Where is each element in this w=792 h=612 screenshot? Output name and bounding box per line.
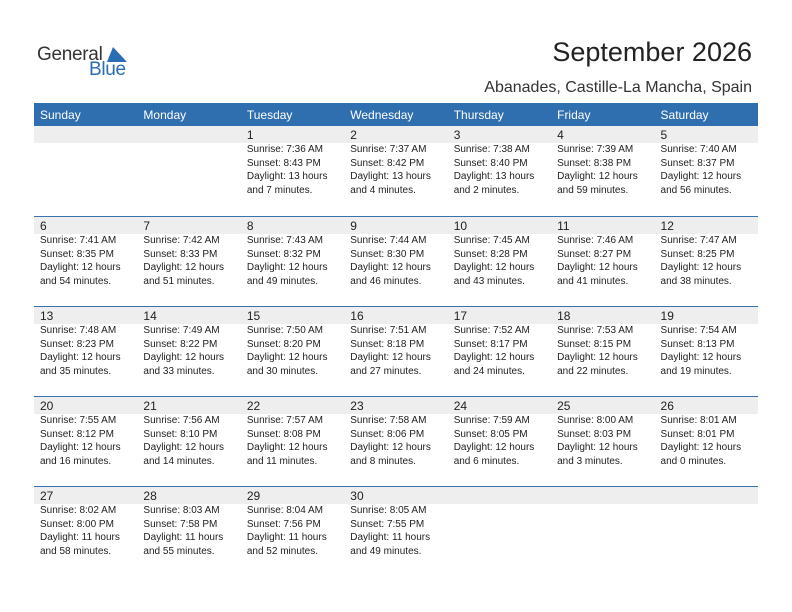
day-number: 24 bbox=[453, 399, 468, 413]
sunset-text: Sunset: 7:56 PM bbox=[246, 518, 321, 530]
day-number: 15 bbox=[246, 309, 261, 323]
calendar-day-cell bbox=[137, 397, 240, 486]
calendar-day-cell bbox=[241, 307, 344, 396]
sunrise-text: Sunrise: 7:47 AM bbox=[660, 235, 737, 246]
calendar-day-cell bbox=[344, 307, 447, 396]
daylight-text: and 51 minutes. bbox=[143, 275, 215, 287]
day-number: 16 bbox=[350, 309, 364, 323]
daylight-text: Daylight: 12 hours bbox=[660, 442, 742, 453]
calendar-empty-cell bbox=[34, 126, 137, 216]
sunrise-text: Sunrise: 7:53 AM bbox=[557, 325, 634, 336]
location-subtitle: Abanades, Castille-La Mancha, Spain bbox=[484, 79, 752, 96]
weekday-label: Saturday bbox=[660, 108, 709, 122]
calendar-day-cell bbox=[34, 487, 137, 576]
daylight-text: Daylight: 12 hours bbox=[40, 352, 121, 363]
daylight-text: Daylight: 12 hours bbox=[453, 262, 535, 273]
daylight-text: and 14 minutes. bbox=[143, 455, 215, 467]
sunrise-text: Sunrise: 7:55 AM bbox=[40, 415, 117, 426]
day-number: 3 bbox=[453, 128, 461, 142]
sunset-text: Sunset: 8:10 PM bbox=[143, 428, 218, 440]
daylight-text: Daylight: 12 hours bbox=[660, 352, 742, 363]
day-number: 25 bbox=[557, 399, 571, 413]
sunrise-text: Sunrise: 7:41 AM bbox=[40, 235, 117, 246]
logo bbox=[37, 44, 137, 80]
sunrise-text: Sunrise: 7:51 AM bbox=[350, 325, 427, 336]
day-number: 11 bbox=[557, 219, 570, 233]
sunset-text: Sunset: 8:27 PM bbox=[557, 248, 632, 260]
calendar-day-cell bbox=[34, 397, 137, 486]
day-number: 19 bbox=[660, 309, 674, 323]
daylight-text: and 58 minutes. bbox=[40, 545, 112, 557]
sunrise-text: Sunrise: 8:03 AM bbox=[143, 505, 220, 516]
daylight-text: and 43 minutes. bbox=[453, 275, 525, 287]
sunset-text: Sunset: 8:33 PM bbox=[143, 248, 218, 260]
day-number: 9 bbox=[350, 219, 357, 233]
weekday-label: Sunday bbox=[40, 108, 81, 122]
daylight-text: Daylight: 12 hours bbox=[350, 262, 431, 273]
daylight-text: Daylight: 12 hours bbox=[143, 442, 225, 453]
logo-text-blue: Blue bbox=[89, 59, 126, 80]
sunset-text: Sunset: 8:28 PM bbox=[453, 248, 528, 260]
sunrise-text: Sunrise: 7:42 AM bbox=[143, 235, 220, 246]
calendar-day-cell bbox=[344, 126, 447, 216]
daylight-text: Daylight: 12 hours bbox=[557, 171, 638, 182]
daylight-text: and 4 minutes. bbox=[350, 184, 416, 196]
sunrise-text: Sunrise: 8:01 AM bbox=[660, 415, 737, 426]
day-number: 10 bbox=[453, 219, 468, 233]
calendar-week-row bbox=[34, 216, 758, 306]
day-number: 22 bbox=[246, 399, 261, 413]
sunset-text: Sunset: 7:58 PM bbox=[143, 518, 218, 530]
daylight-text: and 35 minutes. bbox=[40, 365, 112, 377]
sunset-text: Sunset: 8:32 PM bbox=[246, 248, 321, 260]
page-title: September 2026 bbox=[552, 37, 752, 67]
calendar-day-cell bbox=[241, 397, 344, 486]
sunrise-text: Sunrise: 7:39 AM bbox=[557, 144, 634, 155]
day-number: 21 bbox=[143, 399, 157, 413]
sunset-text: Sunset: 8:40 PM bbox=[453, 157, 528, 169]
calendar-day-cell bbox=[241, 487, 344, 576]
daylight-text: and 49 minutes. bbox=[246, 275, 319, 287]
day-number: 14 bbox=[143, 309, 157, 323]
sunset-text: Sunset: 8:01 PM bbox=[660, 428, 735, 440]
calendar-day-cell bbox=[34, 217, 137, 306]
sunrise-text: Sunrise: 7:48 AM bbox=[40, 325, 117, 336]
calendar-empty-cell bbox=[551, 487, 654, 576]
weekday-label: Tuesday bbox=[246, 108, 293, 122]
weekday-label: Wednesday bbox=[350, 108, 414, 122]
sunset-text: Sunset: 8:37 PM bbox=[660, 157, 735, 169]
sunset-text: Sunset: 8:13 PM bbox=[660, 338, 735, 350]
calendar-day-cell bbox=[137, 487, 240, 576]
day-number: 7 bbox=[143, 219, 151, 233]
daylight-text: and 16 minutes. bbox=[40, 455, 112, 467]
sunrise-text: Sunrise: 7:56 AM bbox=[143, 415, 220, 426]
daylight-text: Daylight: 12 hours bbox=[350, 442, 431, 453]
sunrise-text: Sunrise: 7:59 AM bbox=[453, 415, 530, 426]
sunset-text: Sunset: 8:30 PM bbox=[350, 248, 425, 260]
day-number: 26 bbox=[660, 399, 674, 413]
calendar-day-cell bbox=[551, 397, 654, 486]
daylight-text: Daylight: 12 hours bbox=[246, 262, 328, 273]
sunrise-text: Sunrise: 7:40 AM bbox=[660, 144, 737, 155]
day-number: 23 bbox=[350, 399, 364, 413]
day-number: 4 bbox=[557, 128, 564, 142]
sunset-text: Sunset: 8:06 PM bbox=[350, 428, 425, 440]
daylight-text: and 30 minutes. bbox=[246, 365, 319, 377]
daylight-text: and 11 minutes. bbox=[246, 455, 318, 467]
day-number: 30 bbox=[350, 489, 364, 503]
sunset-text: Sunset: 8:43 PM bbox=[246, 157, 321, 169]
calendar-day-cell bbox=[344, 217, 447, 306]
daylight-text: Daylight: 12 hours bbox=[557, 352, 638, 363]
sunset-text: Sunset: 8:05 PM bbox=[453, 428, 528, 440]
daylight-text: Daylight: 11 hours bbox=[246, 532, 327, 543]
sunrise-text: Sunrise: 7:46 AM bbox=[557, 235, 634, 246]
daylight-text: and 3 minutes. bbox=[557, 455, 623, 467]
daylight-text: Daylight: 11 hours bbox=[40, 532, 120, 543]
daylight-text: Daylight: 12 hours bbox=[350, 352, 431, 363]
sunrise-text: Sunrise: 7:43 AM bbox=[246, 235, 323, 246]
daylight-text: and 24 minutes. bbox=[453, 365, 525, 377]
sunset-text: Sunset: 8:15 PM bbox=[557, 338, 632, 350]
calendar-grid bbox=[34, 126, 758, 576]
daylight-text: and 7 minutes. bbox=[246, 184, 313, 196]
logo-text-general: General bbox=[37, 44, 103, 65]
calendar-day-cell bbox=[241, 217, 344, 306]
day-number: 18 bbox=[557, 309, 571, 323]
day-number: 20 bbox=[40, 399, 54, 413]
daylight-text: and 2 minutes. bbox=[453, 184, 520, 196]
day-number: 2 bbox=[350, 128, 357, 142]
calendar-empty-cell bbox=[448, 487, 551, 576]
daylight-text: and 46 minutes. bbox=[350, 275, 422, 287]
calendar-day-cell bbox=[655, 126, 758, 216]
calendar-day-cell bbox=[551, 126, 654, 216]
daylight-text: and 49 minutes. bbox=[350, 545, 422, 557]
calendar-week-row bbox=[34, 396, 758, 486]
sunrise-text: Sunrise: 7:37 AM bbox=[350, 144, 427, 155]
sunset-text: Sunset: 8:23 PM bbox=[40, 338, 114, 350]
sunrise-text: Sunrise: 7:58 AM bbox=[350, 415, 427, 426]
sunset-text: Sunset: 7:55 PM bbox=[350, 518, 425, 530]
calendar-day-cell bbox=[551, 217, 654, 306]
daylight-text: Daylight: 12 hours bbox=[143, 352, 225, 363]
sunrise-text: Sunrise: 7:38 AM bbox=[453, 144, 530, 155]
day-number: 17 bbox=[453, 309, 468, 323]
day-number: 29 bbox=[246, 489, 261, 503]
daylight-text: and 33 minutes. bbox=[143, 365, 215, 377]
sunset-text: Sunset: 8:08 PM bbox=[246, 428, 321, 440]
daylight-text: Daylight: 12 hours bbox=[246, 352, 328, 363]
calendar-day-cell bbox=[344, 397, 447, 486]
day-number: 28 bbox=[143, 489, 157, 503]
sunset-text: Sunset: 8:17 PM bbox=[453, 338, 528, 350]
calendar-week-row bbox=[34, 486, 758, 576]
day-number: 12 bbox=[660, 219, 674, 233]
calendar-day-cell bbox=[448, 397, 551, 486]
weekday-label: Friday bbox=[557, 108, 591, 122]
calendar-day-cell bbox=[448, 126, 551, 216]
daylight-text: Daylight: 12 hours bbox=[453, 352, 535, 363]
sunrise-text: Sunrise: 7:36 AM bbox=[246, 144, 323, 155]
sunset-text: Sunset: 8:00 PM bbox=[40, 518, 114, 530]
daylight-text: Daylight: 12 hours bbox=[246, 442, 328, 453]
calendar-day-cell bbox=[34, 307, 137, 396]
daylight-text: and 52 minutes. bbox=[246, 545, 319, 557]
daylight-text: Daylight: 12 hours bbox=[453, 442, 535, 453]
daylight-text: Daylight: 12 hours bbox=[557, 262, 638, 273]
sunrise-text: Sunrise: 8:04 AM bbox=[246, 505, 323, 516]
sunset-text: Sunset: 8:38 PM bbox=[557, 157, 632, 169]
daylight-text: Daylight: 12 hours bbox=[143, 262, 225, 273]
calendar-day-cell bbox=[655, 397, 758, 486]
calendar-day-cell bbox=[448, 307, 551, 396]
day-number: 13 bbox=[40, 309, 54, 323]
sunrise-text: Sunrise: 7:54 AM bbox=[660, 325, 737, 336]
calendar-day-cell bbox=[655, 217, 758, 306]
daylight-text: Daylight: 12 hours bbox=[660, 262, 742, 273]
daylight-text: Daylight: 13 hours bbox=[453, 171, 535, 182]
daylight-text: and 0 minutes. bbox=[660, 455, 727, 467]
daylight-text: and 27 minutes. bbox=[350, 365, 422, 377]
calendar-week-row bbox=[34, 306, 758, 396]
calendar-empty-cell bbox=[137, 126, 240, 216]
daylight-text: and 22 minutes. bbox=[557, 365, 629, 377]
daylight-text: Daylight: 12 hours bbox=[40, 442, 121, 453]
weekday-label: Thursday bbox=[453, 108, 504, 122]
calendar-day-cell bbox=[344, 487, 447, 576]
calendar-day-cell bbox=[551, 307, 654, 396]
sunrise-text: Sunrise: 7:45 AM bbox=[453, 235, 530, 246]
day-number: 8 bbox=[246, 219, 254, 233]
sunrise-text: Sunrise: 7:50 AM bbox=[246, 325, 323, 336]
weekday-header bbox=[34, 103, 758, 126]
sunset-text: Sunset: 8:12 PM bbox=[40, 428, 114, 440]
day-number: 27 bbox=[40, 489, 54, 503]
sunrise-text: Sunrise: 7:44 AM bbox=[350, 235, 427, 246]
daylight-text: and 6 minutes. bbox=[453, 455, 520, 467]
daylight-text: and 55 minutes. bbox=[143, 545, 215, 557]
daylight-text: Daylight: 12 hours bbox=[40, 262, 121, 273]
daylight-text: Daylight: 13 hours bbox=[246, 171, 328, 182]
daylight-text: and 56 minutes. bbox=[660, 184, 732, 196]
day-number: 5 bbox=[660, 128, 668, 142]
daylight-text: and 41 minutes. bbox=[557, 275, 629, 287]
calendar-day-cell bbox=[448, 217, 551, 306]
daylight-text: Daylight: 11 hours bbox=[143, 532, 224, 543]
daylight-text: and 8 minutes. bbox=[350, 455, 416, 467]
daylight-text: and 54 minutes. bbox=[40, 275, 112, 287]
daylight-text: and 19 minutes. bbox=[660, 365, 732, 377]
sunrise-text: Sunrise: 8:00 AM bbox=[557, 415, 634, 426]
calendar-day-cell bbox=[241, 126, 344, 216]
sunset-text: Sunset: 8:25 PM bbox=[660, 248, 735, 260]
daylight-text: Daylight: 11 hours bbox=[350, 532, 431, 543]
sunset-text: Sunset: 8:22 PM bbox=[143, 338, 218, 350]
weekday-label: Monday bbox=[143, 108, 187, 122]
sunset-text: Sunset: 8:42 PM bbox=[350, 157, 425, 169]
daylight-text: Daylight: 12 hours bbox=[660, 171, 742, 182]
sunrise-text: Sunrise: 7:49 AM bbox=[143, 325, 220, 336]
daylight-text: and 59 minutes. bbox=[557, 184, 629, 196]
sunrise-text: Sunrise: 8:05 AM bbox=[350, 505, 427, 516]
daylight-text: and 38 minutes. bbox=[660, 275, 732, 287]
calendar-week-row bbox=[34, 126, 758, 216]
sunrise-text: Sunrise: 8:02 AM bbox=[40, 505, 117, 516]
day-number: 1 bbox=[246, 128, 254, 142]
day-number: 6 bbox=[40, 219, 47, 233]
sunset-text: Sunset: 8:03 PM bbox=[557, 428, 632, 440]
daylight-text: Daylight: 13 hours bbox=[350, 171, 431, 182]
calendar-day-cell bbox=[137, 307, 240, 396]
sunrise-text: Sunrise: 7:57 AM bbox=[246, 415, 323, 426]
daylight-text: Daylight: 12 hours bbox=[557, 442, 638, 453]
calendar-empty-cell bbox=[655, 487, 758, 576]
sunset-text: Sunset: 8:20 PM bbox=[246, 338, 321, 350]
sunset-text: Sunset: 8:18 PM bbox=[350, 338, 425, 350]
sunset-text: Sunset: 8:35 PM bbox=[40, 248, 114, 260]
sunrise-text: Sunrise: 7:52 AM bbox=[453, 325, 530, 336]
calendar-day-cell bbox=[655, 307, 758, 396]
calendar-day-cell bbox=[137, 217, 240, 306]
